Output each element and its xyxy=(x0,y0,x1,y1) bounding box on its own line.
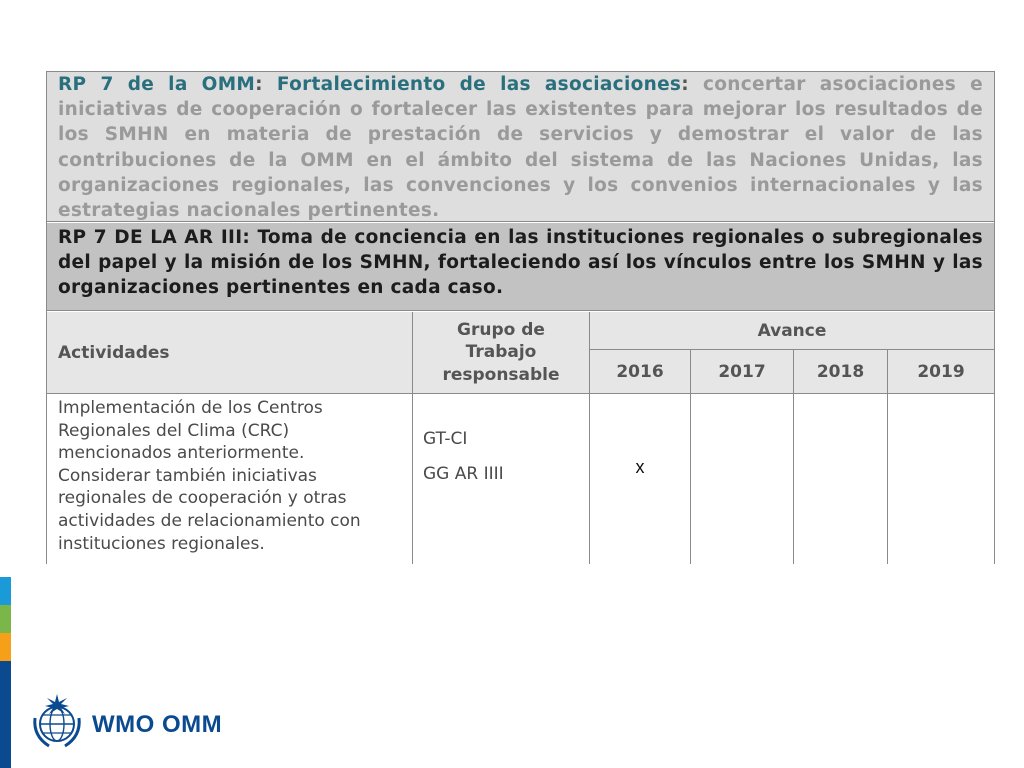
objectives-table xyxy=(46,71,995,564)
grid-line xyxy=(412,312,413,564)
rp7-omm-heading: Fortalecimiento de las asociaciones xyxy=(276,74,682,95)
brand-stripe-blue xyxy=(0,577,11,605)
progress-2016-cell xyxy=(590,394,690,564)
rp7-ar3-objective xyxy=(47,223,994,311)
header-year-2018: 2018 xyxy=(794,350,887,393)
progress-2018-cell xyxy=(794,394,887,564)
wmo-brand-text: WMO OMM xyxy=(92,711,223,738)
progress-2017-cell xyxy=(691,394,793,564)
wmo-emblem-icon xyxy=(29,692,85,752)
group-cell: GT-CI GG AR IIII xyxy=(423,429,504,484)
grid-line xyxy=(793,350,794,564)
grid-line xyxy=(690,350,691,564)
header-group: Grupo de Trabajo responsable xyxy=(413,312,589,393)
grid-line xyxy=(589,312,590,564)
rp7-omm-label: RP 7 de la OMM xyxy=(58,74,256,95)
rp7-ar3-text: RP 7 DE LA AR III: Toma de conciencia en las instituciones regionales o subregionales del papel y la misión de los SMHN, fortaleciendo así los vínculos entre los SMHN y las organizaciones pertinentes en cada caso. xyxy=(58,227,983,299)
header-year-2016: 2016 xyxy=(590,350,690,393)
brand-stripe-orange xyxy=(0,633,11,661)
progress-2019-cell xyxy=(888,394,994,564)
header-progress: Avance xyxy=(590,312,994,349)
grid-line xyxy=(47,393,994,394)
brand-stripe-navy xyxy=(0,661,11,768)
rp7-omm-objective: RP 7 de la OMM: Fortalecimiento de las asociaciones: concertar asociaciones e iniciativas de cooperación o fortalecer las existentes para mejorar los resultados de los SMHN en materia de prestación de servicios y demostrar el valor de las contribuciones de la OMM en el ámbito del sistema de las Naciones Unidas, las organizaciones regionales, las convenciones y los convenios internacionales y las estrategias nacionales pertinentes. xyxy=(47,72,994,222)
rp7-omm-text: concertar asociaciones e iniciativas de cooperación o fortalecer las existentes para mejorar los resultados de los SMHN en materia de prestación de servicios y demostrar el valor de las contribuciones de la OMM en el ámbito del sistema de las Naciones Unidas, las organizaciones regionales, las convenciones y los convenios internacionales y las estrategias nacionales pertinentes. xyxy=(58,74,983,222)
header-activities: Actividades xyxy=(47,312,412,393)
activity-cell: Implementación de los Centros Regionales del Clima (CRC) mencionados anteriormente. Considerar también iniciativas regionales de cooperación y otras actividades de relacionamiento con instituciones regionales. xyxy=(58,398,361,554)
header-year-2019: 2019 xyxy=(888,350,994,393)
progress-mark: x xyxy=(635,457,645,477)
header-year-2017: 2017 xyxy=(691,350,793,393)
grid-line xyxy=(590,349,994,350)
brand-stripe-green xyxy=(0,605,11,633)
grid-line xyxy=(887,350,888,564)
